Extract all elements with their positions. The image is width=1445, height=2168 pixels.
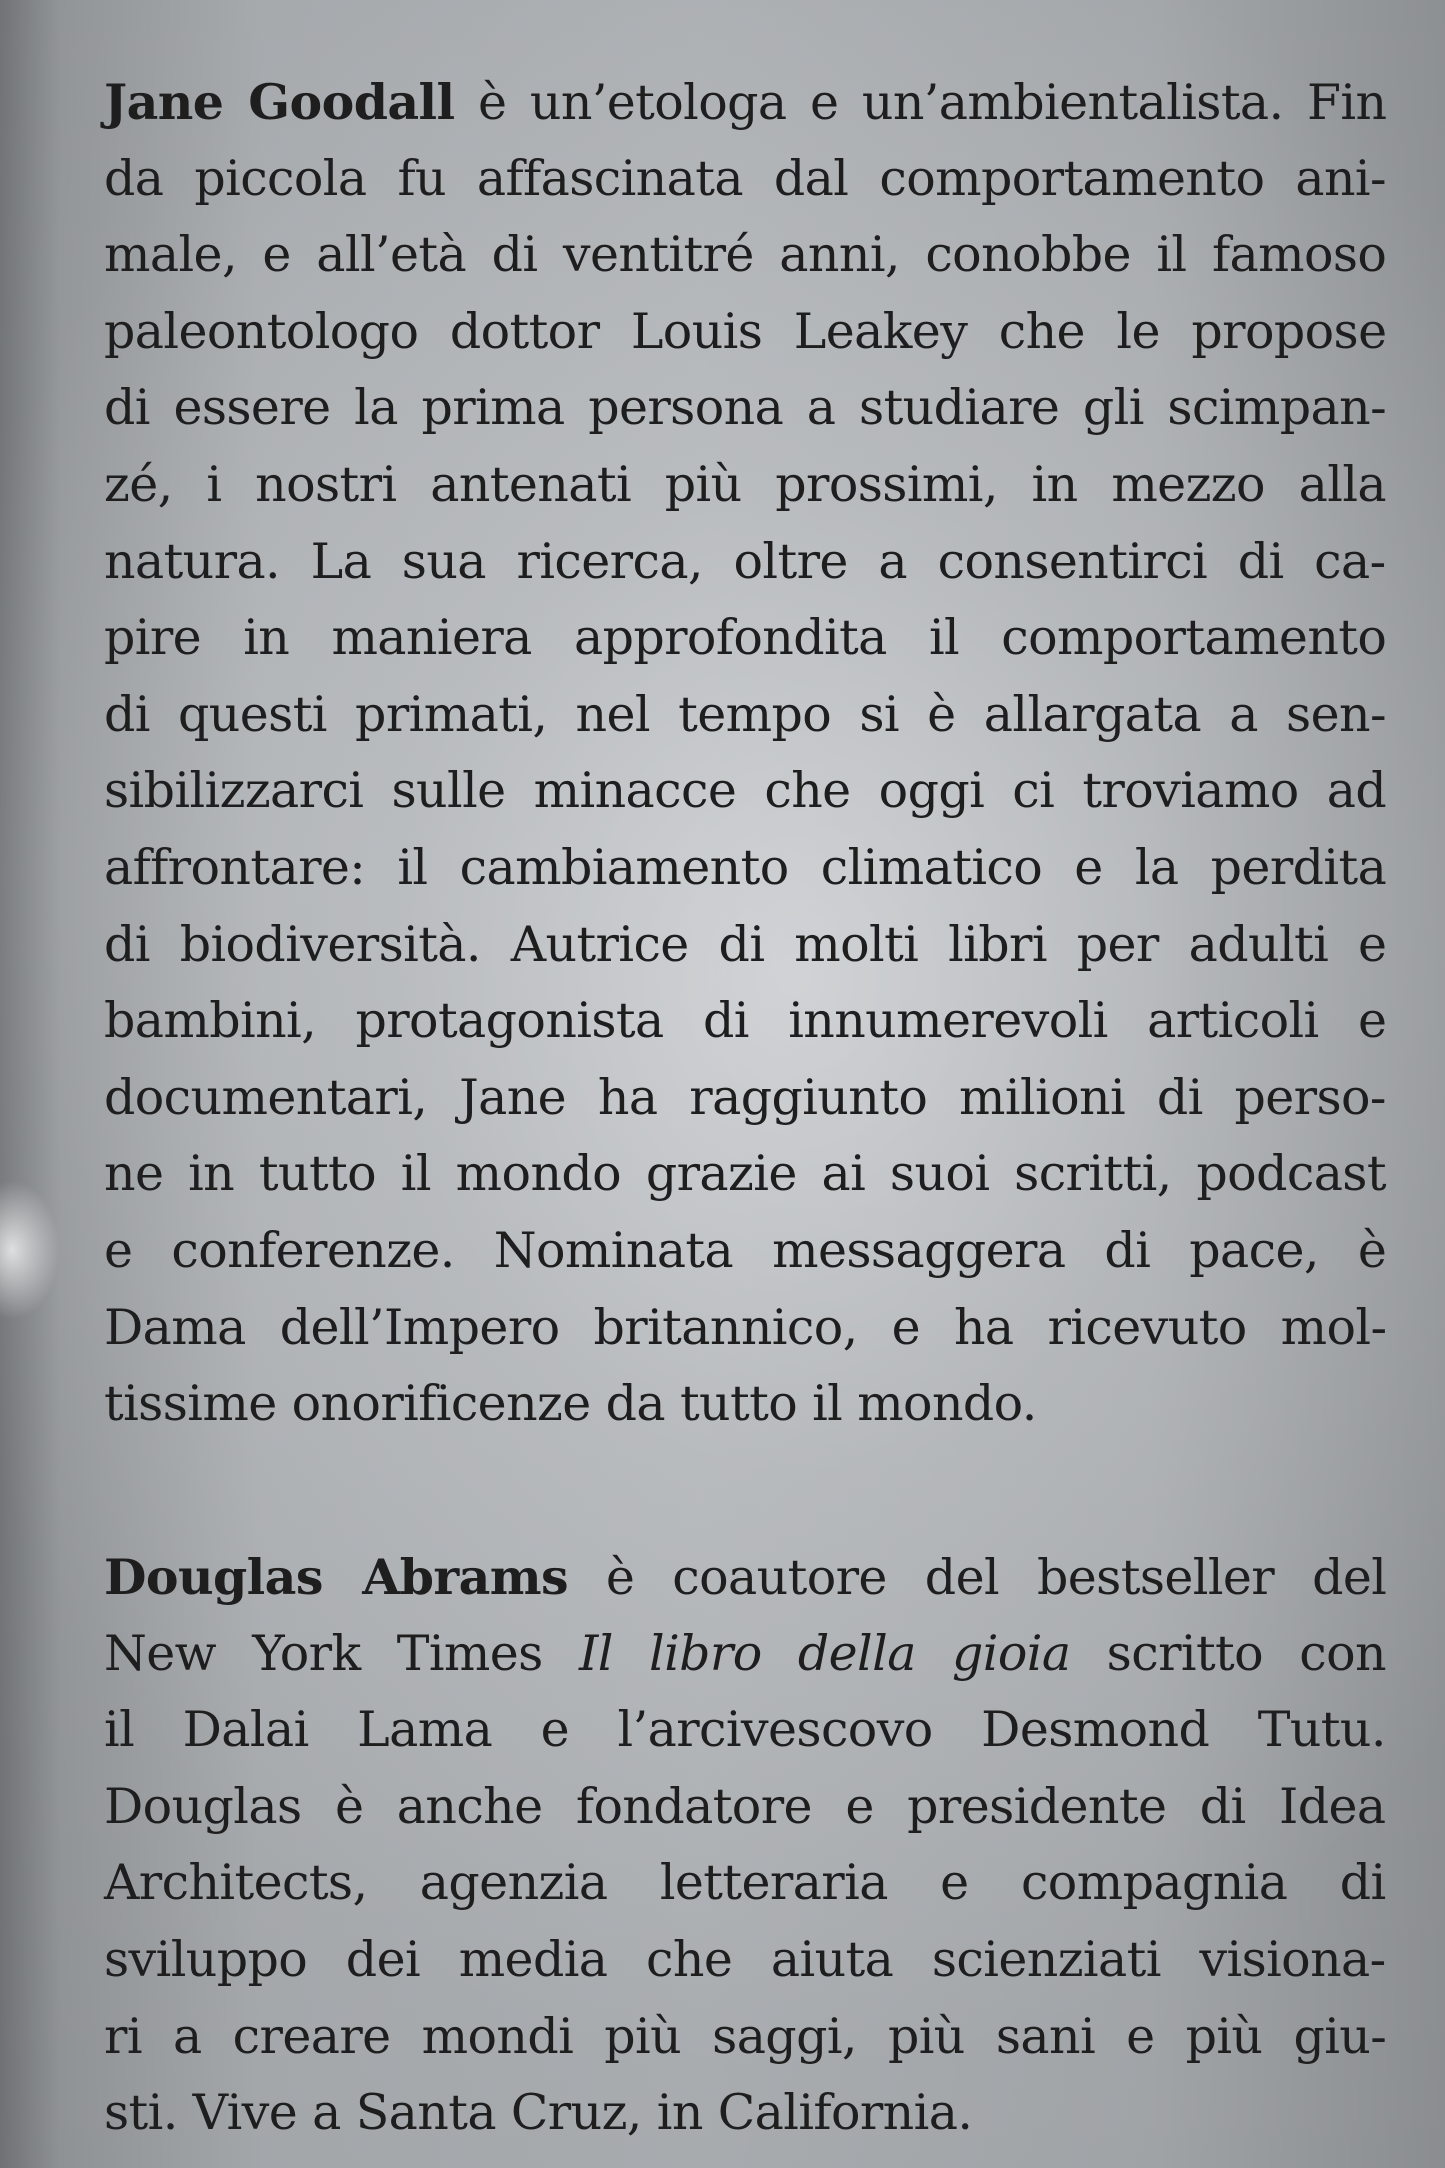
bio-line: da piccola fu affascinata dal comportamento ani-	[104, 149, 1386, 207]
bio-line: Douglas Abrams è coautore del bestseller del	[104, 1548, 1387, 1606]
bio-line: ne in tutto il mondo grazie ai suoi scritti, podcast	[104, 1145, 1386, 1203]
bio-line: New York Times Il libro della gioia scritto con	[104, 1624, 1386, 1682]
bio-line: male, e all’età di ventitré anni, conobbe il famoso	[104, 226, 1387, 284]
bio-line: Douglas è anche fondatore e presidente di Idea	[104, 1777, 1386, 1835]
bio-line: natura. La sua ricerca, oltre a consentirci di ca-	[104, 532, 1386, 590]
bio-line: affrontare: il cambiamento climatico e la perdita	[104, 838, 1387, 896]
bio-line: e conferenze. Nominata messaggera di pace, è	[104, 1221, 1387, 1279]
bio-line: zé, i nostri antenati più prossimi, in mezzo alla	[104, 455, 1387, 513]
bio-line: sibilizzarci sulle minacce che oggi ci troviamo ad	[104, 762, 1387, 820]
bio-line: Dama dell’Impero britannico, e ha ricevuto mol-	[104, 1298, 1387, 1356]
bio-line: ri a creare mondi più saggi, più sani e più giu-	[104, 2007, 1387, 2065]
bio-line: paleontologo dottor Louis Leakey che le propose	[104, 302, 1387, 360]
bio-line: Jane Goodall è un’etologa e un’ambientalista. Fin	[104, 73, 1387, 131]
bio-line: sti. Vive a Santa Cruz, in California.	[104, 2084, 973, 2142]
bio-jane-goodall	[104, 64, 1386, 1443]
bio-line: di biodiversità. Autrice di molti libri per adulti e	[104, 915, 1387, 973]
bio-line: pire in maniera approfondita il comportamento	[104, 609, 1387, 667]
bio-line: di essere la prima persona a studiare gli scimpan-	[104, 379, 1387, 437]
bio-line: sviluppo dei media che aiuta scienziati visiona-	[104, 1930, 1386, 1988]
bio-line: di questi primati, nel tempo si è allargata a sen-	[104, 685, 1386, 743]
bio-line: tissime onorificenze da tutto il mondo.	[104, 1375, 1037, 1433]
bio-line: Architects, agenzia letteraria e compagnia di	[104, 1854, 1386, 1912]
bio-line: il Dalai Lama e l’arcivescovo Desmond Tutu.	[104, 1701, 1386, 1759]
bio-line: bambini, protagonista di innumerevoli articoli e	[104, 992, 1387, 1050]
light-glare	[0, 1180, 60, 1320]
book-title: Il libro della gioia	[578, 1624, 1071, 1682]
author-name: Douglas Abrams	[104, 1548, 568, 1606]
bio-douglas-abrams	[104, 1539, 1386, 2152]
bio-line: documentari, Jane ha raggiunto milioni di perso-	[104, 1068, 1386, 1126]
author-name: Jane Goodall	[104, 73, 455, 131]
